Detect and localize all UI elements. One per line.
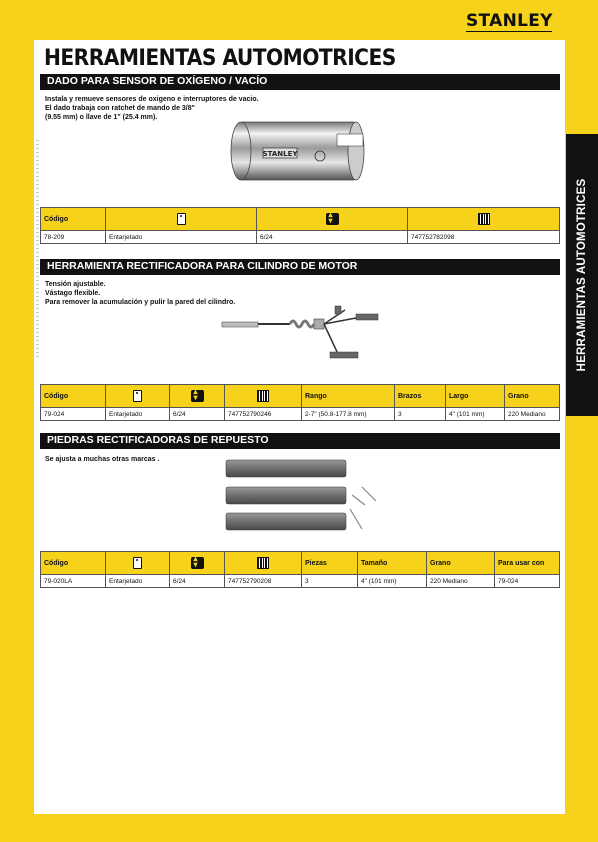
cell-upc: 747752782098	[408, 231, 560, 244]
section-title: PIEDRAS RECTIFICADORAS DE REPUESTO	[47, 434, 269, 446]
oxygen-sensor-socket-image	[225, 112, 373, 192]
barcode-icon	[257, 390, 269, 402]
description-line: Tensión ajustable.	[45, 281, 106, 288]
product-table-78-209	[40, 207, 560, 244]
barcode-icon	[257, 557, 269, 569]
cell-arms: 3	[395, 408, 446, 421]
header-use-with: Para usar con	[495, 552, 560, 575]
description-line: Para remover la acumulación y pulir la pared del cilindro.	[45, 299, 236, 306]
cell-code: 78-209	[41, 231, 106, 244]
section-title: DADO PARA SENSOR DE OXÍGENO / VACÍO	[47, 75, 268, 87]
header-code: Código	[41, 552, 106, 575]
cell-packaging: Entarjetado	[106, 408, 170, 421]
cell-grit: 220 Mediano	[427, 575, 495, 588]
description-line: Instala y remueve sensores de oxigeno e interruptores de vacio.	[45, 96, 259, 103]
section-title: HERRAMIENTA RECTIFICADORA PARA CILINDRO DE MOTOR	[47, 260, 358, 272]
header-code: Código	[41, 385, 106, 408]
cell-packaging: Entarjetado	[106, 575, 170, 588]
header-arms: Brazos	[395, 385, 446, 408]
header-range: Rango	[302, 385, 395, 408]
product-table-79-020LA	[40, 551, 560, 588]
page-title: HERRAMIENTAS AUTOMOTRICES	[44, 46, 396, 71]
package-icon	[177, 213, 186, 225]
barcode-icon	[478, 213, 490, 225]
cell-code: 79-024	[41, 408, 106, 421]
socket-brand-mark: STANLEY	[262, 150, 298, 158]
section-description	[45, 280, 235, 307]
header-size: Tamaño	[358, 552, 427, 575]
section-header-replacement-stones	[40, 433, 560, 449]
package-icon	[133, 390, 142, 402]
cell-quantity: 6/24	[170, 575, 225, 588]
cell-size: 4" (101 mm)	[358, 575, 427, 588]
description-line: (9.55 mm) o llave de 1" (25.4 mm).	[45, 114, 158, 121]
cell-range: 2-7" (50.8-177.8 mm)	[302, 408, 395, 421]
cell-packaging: Entarjetado	[106, 231, 257, 244]
cell-upc: 747752790246	[225, 408, 302, 421]
cell-grit: 220 Mediano	[505, 408, 560, 421]
margin-dots	[36, 140, 39, 360]
description-line: El dado trabaja con ratchet de mando de 3/8"	[45, 105, 195, 112]
cell-length: 4" (101 mm)	[446, 408, 505, 421]
header-grit: Grano	[427, 552, 495, 575]
section-header-oxygen-socket	[40, 74, 560, 90]
description-line: Se ajusta a muchas otras marcas .	[45, 456, 160, 463]
description-line: Vástago flexible.	[45, 290, 101, 297]
replacement-stones-image	[222, 457, 382, 537]
section-description	[45, 455, 159, 464]
cell-upc: 747752790208	[225, 575, 302, 588]
carton-quantity-icon	[326, 213, 339, 225]
header-code: Código	[41, 208, 106, 231]
header-length: Largo	[446, 385, 505, 408]
side-tab-label: HERRAMIENTAS AUTOMOTRICES	[576, 178, 588, 372]
side-category-tab	[566, 134, 598, 416]
product-table-79-024	[40, 384, 560, 421]
cylinder-hone-tool-image	[220, 302, 384, 372]
section-header-cylinder-hone	[40, 259, 560, 275]
cell-use-with: 79-024	[495, 575, 560, 588]
header-grit: Grano	[505, 385, 560, 408]
package-icon	[133, 557, 142, 569]
cell-quantity: 6/24	[170, 408, 225, 421]
carton-quantity-icon	[191, 390, 204, 402]
cell-code: 79-020LA	[41, 575, 106, 588]
carton-quantity-icon	[191, 557, 204, 569]
header-pieces: Piezas	[302, 552, 358, 575]
cell-pieces: 3	[302, 575, 358, 588]
stanley-logo: STANLEY	[466, 11, 553, 31]
logo-underline	[466, 31, 552, 32]
cell-quantity: 6/24	[257, 231, 408, 244]
